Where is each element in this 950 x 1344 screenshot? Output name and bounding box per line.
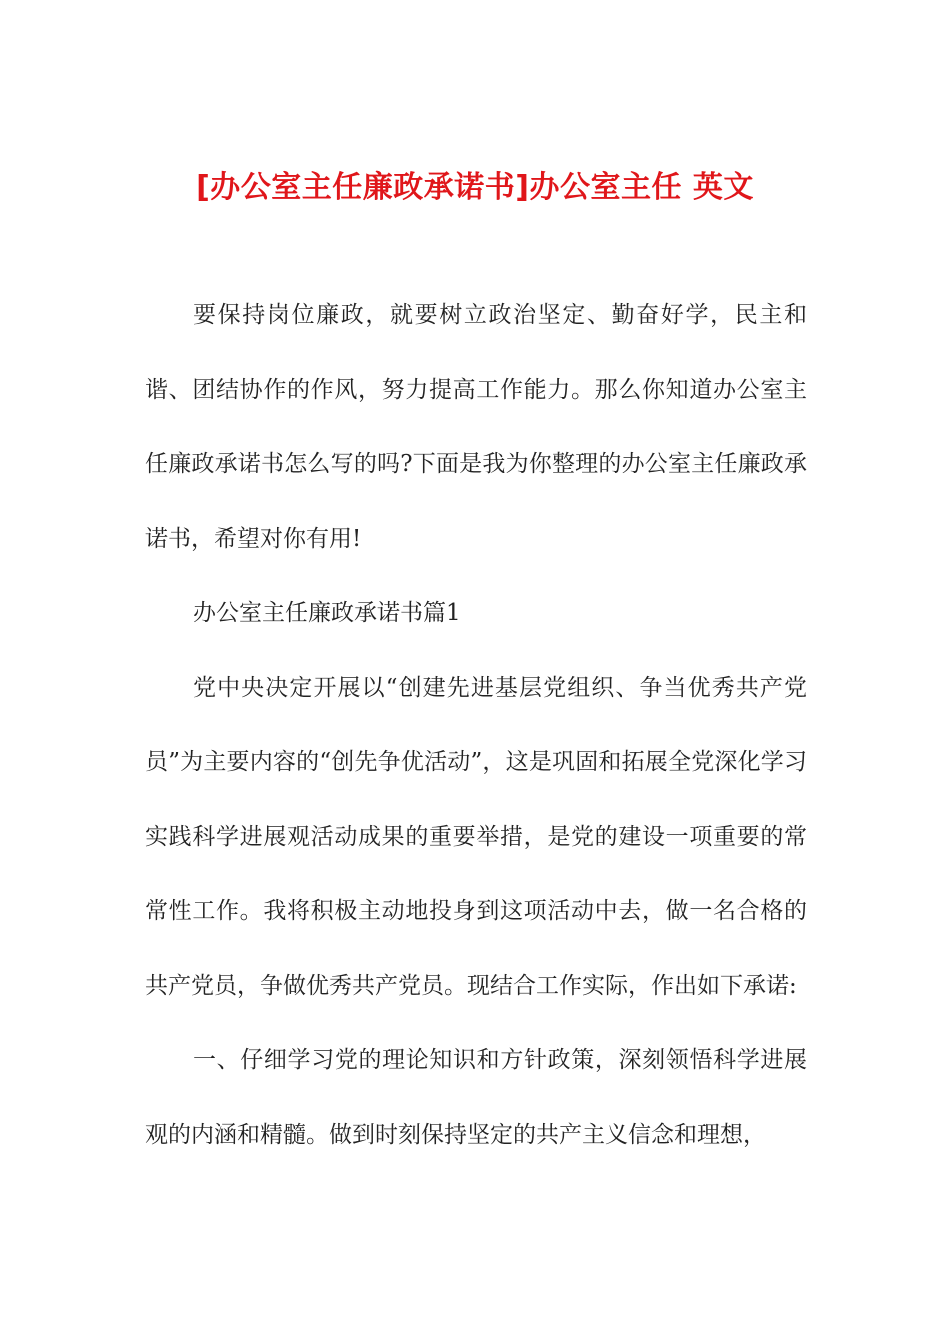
document-title: [办公室主任廉政承诺书]办公室主任 英文	[196, 170, 754, 206]
body-paragraph: 党中央决定开展以“创建先进基层党组织、争当优秀共产党员”为主要内容的“创先争优活动”，这是巩固和拓展全党深化学习实践科学进展观活动成果的重要举措，是党的建设一项重要的常常性工作。我将积极主动地投身到这项活动中去，做一名合格的共产党员，争做优秀共产党员。现结合工作实际，作出如下承诺:	[145, 674, 807, 999]
intro-paragraph: 要保持岗位廉政，就要树立政治坚定、勤奋好学，民主和谐、团结协作的作风，努力提高工作能力。那么你知道办公室主任廉政承诺书怎么写的吗?下面是我为你整理的办公室主任廉政承诺书，希望对你有用!	[145, 302, 807, 552]
body-paragraph: 一、仔细学习党的理论知识和方针政策，深刻领悟科学进展观的内涵和精髓。做到时刻保持坚定的共产主义信念和理想，	[145, 1047, 807, 1148]
document-body	[145, 278, 807, 1172]
section-heading: 办公室主任廉政承诺书篇1	[193, 600, 461, 626]
